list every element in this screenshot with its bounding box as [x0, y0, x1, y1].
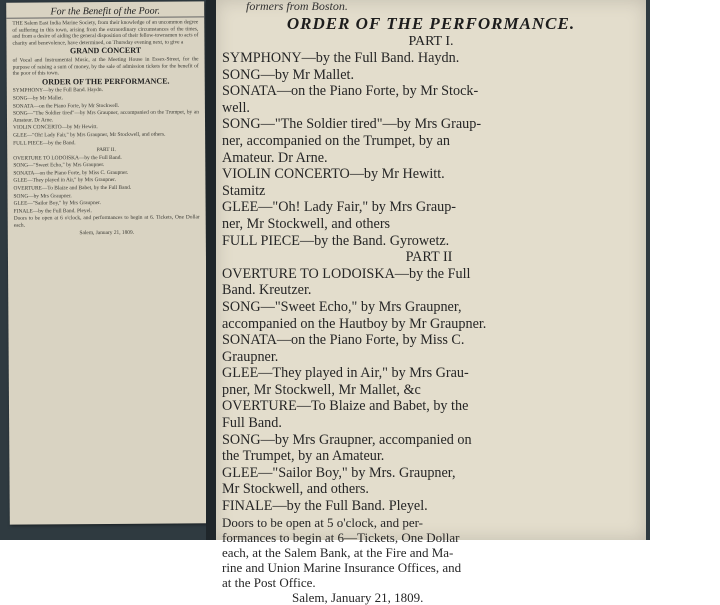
left-clipping-subhead: GRAND CONCERT [69, 46, 142, 56]
left-clipping-line: Salem, January 21, 1809. [79, 229, 135, 236]
left-clipping-line: SONG—by Mr Mallet. [12, 95, 64, 102]
program-item: VIOLIN CONCERTO—by Mr Hewitt. Stamitz [222, 166, 445, 199]
left-clipping-masthead: For the Benefit of the Poor. [6, 5, 204, 18]
program-item: GLEE—They played in Air," by Mrs Grau- pner, Mr Stockwell, Mr Mallet, &c [222, 365, 469, 398]
left-clipping-line: SONATA—on the Piano Forte, by Miss C. Graupner. [13, 169, 129, 177]
program-item: SONG—"The Soldier tired"—by Mrs Graup- ner, accompanied on the Trumpet, by an Amateur. Dr Arne. [222, 116, 482, 166]
left-clipping-line: OVERTURE TO LODOISKA—by the Full Band. [13, 154, 122, 162]
left-clipping-line: GLEE—They played in Air," by Mrs Graupner. [13, 177, 117, 185]
program-part-two: PART II [405, 249, 453, 266]
right-clipping-top-fragment: formers from Boston. [246, 0, 348, 13]
left-clipping-body [6, 19, 206, 237]
program-item: SONG—by Mr Mallet. [222, 66, 355, 83]
program-item: SONG—"Sweet Echo," by Mrs Graupner, accompanied on the Hautboy by Mr Graupner. [222, 298, 487, 332]
program-footer: Doors to be open at 5 o'clock, and per- formances to begin at 6—Tickets, One Dollar each, at the Salem Bank, at the Fire and Ma- rine and Union Marine Insurance Offices, and at the Post Office. [222, 514, 462, 590]
program-item: OVERTURE—To Blaize and Babet, by the Full Band. [222, 398, 469, 432]
right-clipping [216, 0, 646, 605]
left-clipping-paragraph: of Vocal and Instrumental Music, at the Meeting House in Essex-Street, for the purpose of raising a sum of money, by the sale of admission tickets for the benefit of the poor of this town. [12, 56, 199, 77]
left-clipping-line: GLEE—"Oh! Lady Fair," by Mrs Graupner, Mr Stockwell, and others. [13, 131, 166, 139]
right-clipping-part-one: PART I. [408, 34, 454, 49]
program-item: SONG—by Mrs Graupner, accompanied on the Trumpet, by an Amateur. [222, 431, 472, 465]
left-clipping-line: SYMPHONY—by the Full Band. Haydn. [12, 87, 103, 94]
left-clipping-line: GLEE—"Sailor Boy," by Mrs Graupner. [13, 200, 101, 207]
program-item: OVERTURE TO LODOISKA—by the Full Band. Kreutzer. [222, 265, 471, 299]
left-clipping-line: SONATA—on the Piano Forte, by Mr Stockwell. [12, 102, 120, 110]
left-clipping-line: FINALE—by the Full Band. Pleyel. [13, 207, 92, 215]
left-clipping-paragraph: THE Salem East India Marine Society, from their knowledge of an uncommon degree of suffering in this town, arising from the extraordinary circumstances of the times, and from a desire of aiding the general disposition of their fellow-townsmen to acts of charity and benevolence, have determined, on Thursday evening next, to give a [12, 19, 199, 47]
program-item: FINALE—by the Full Band. Pleyel. [222, 498, 428, 515]
left-clipping-line: SONG—"Sweet Echo," by Mrs Graupner. [13, 162, 105, 169]
left-clipping-line: Doors to be open at 6 o'clock, and performances to begin at 6. Tickets, One Dollar each. [13, 214, 200, 229]
program-dateline: Salem, January 21, 1809. [292, 589, 424, 605]
left-clipping-line: FULL PIECE—by the Band. [13, 139, 76, 147]
left-clipping-order-heading: ORDER OF THE PERFORMANCE. [41, 76, 170, 87]
program-item: GLEE—"Oh! Lady Fair," by Mrs Graup- ner, Mr Stockwell, and others [222, 199, 457, 232]
left-clipping-line: SONG—"The Soldier tired"—by Mrs Graupner, accompanied on the Trumpet, by an Amateur. Dr Arne. [12, 109, 199, 124]
left-clipping-line: VIOLIN CONCERTO—by Mr Hewitt. [13, 124, 98, 131]
left-clipping-line: OVERTURE—To Blaize and Babet, by the Full Band. [13, 184, 132, 192]
photo-gap [206, 0, 216, 540]
program-item: FULL PIECE—by the Band. Gyrowetz. [222, 232, 450, 249]
program-item: SONATA—on the Piano Forte, by Mr Stock- well. [222, 83, 479, 116]
program-item: GLEE—"Sailor Boy," by Mrs. Graupner, Mr Stockwell, and others. [222, 464, 456, 498]
left-clipping [6, 1, 208, 524]
program-item: SONATA—on the Piano Forte, by Miss C. Graupner. [222, 332, 465, 365]
left-clipping-line: SONG—by Mrs Graupner. [13, 192, 72, 200]
right-clipping-heading: ORDER OF THE PERFORMANCE. [286, 14, 576, 33]
left-clipping-line: PART II. [96, 147, 116, 154]
program-item: SYMPHONY—by the Full Band. Haydn. [222, 50, 460, 66]
program-list [216, 50, 646, 605]
